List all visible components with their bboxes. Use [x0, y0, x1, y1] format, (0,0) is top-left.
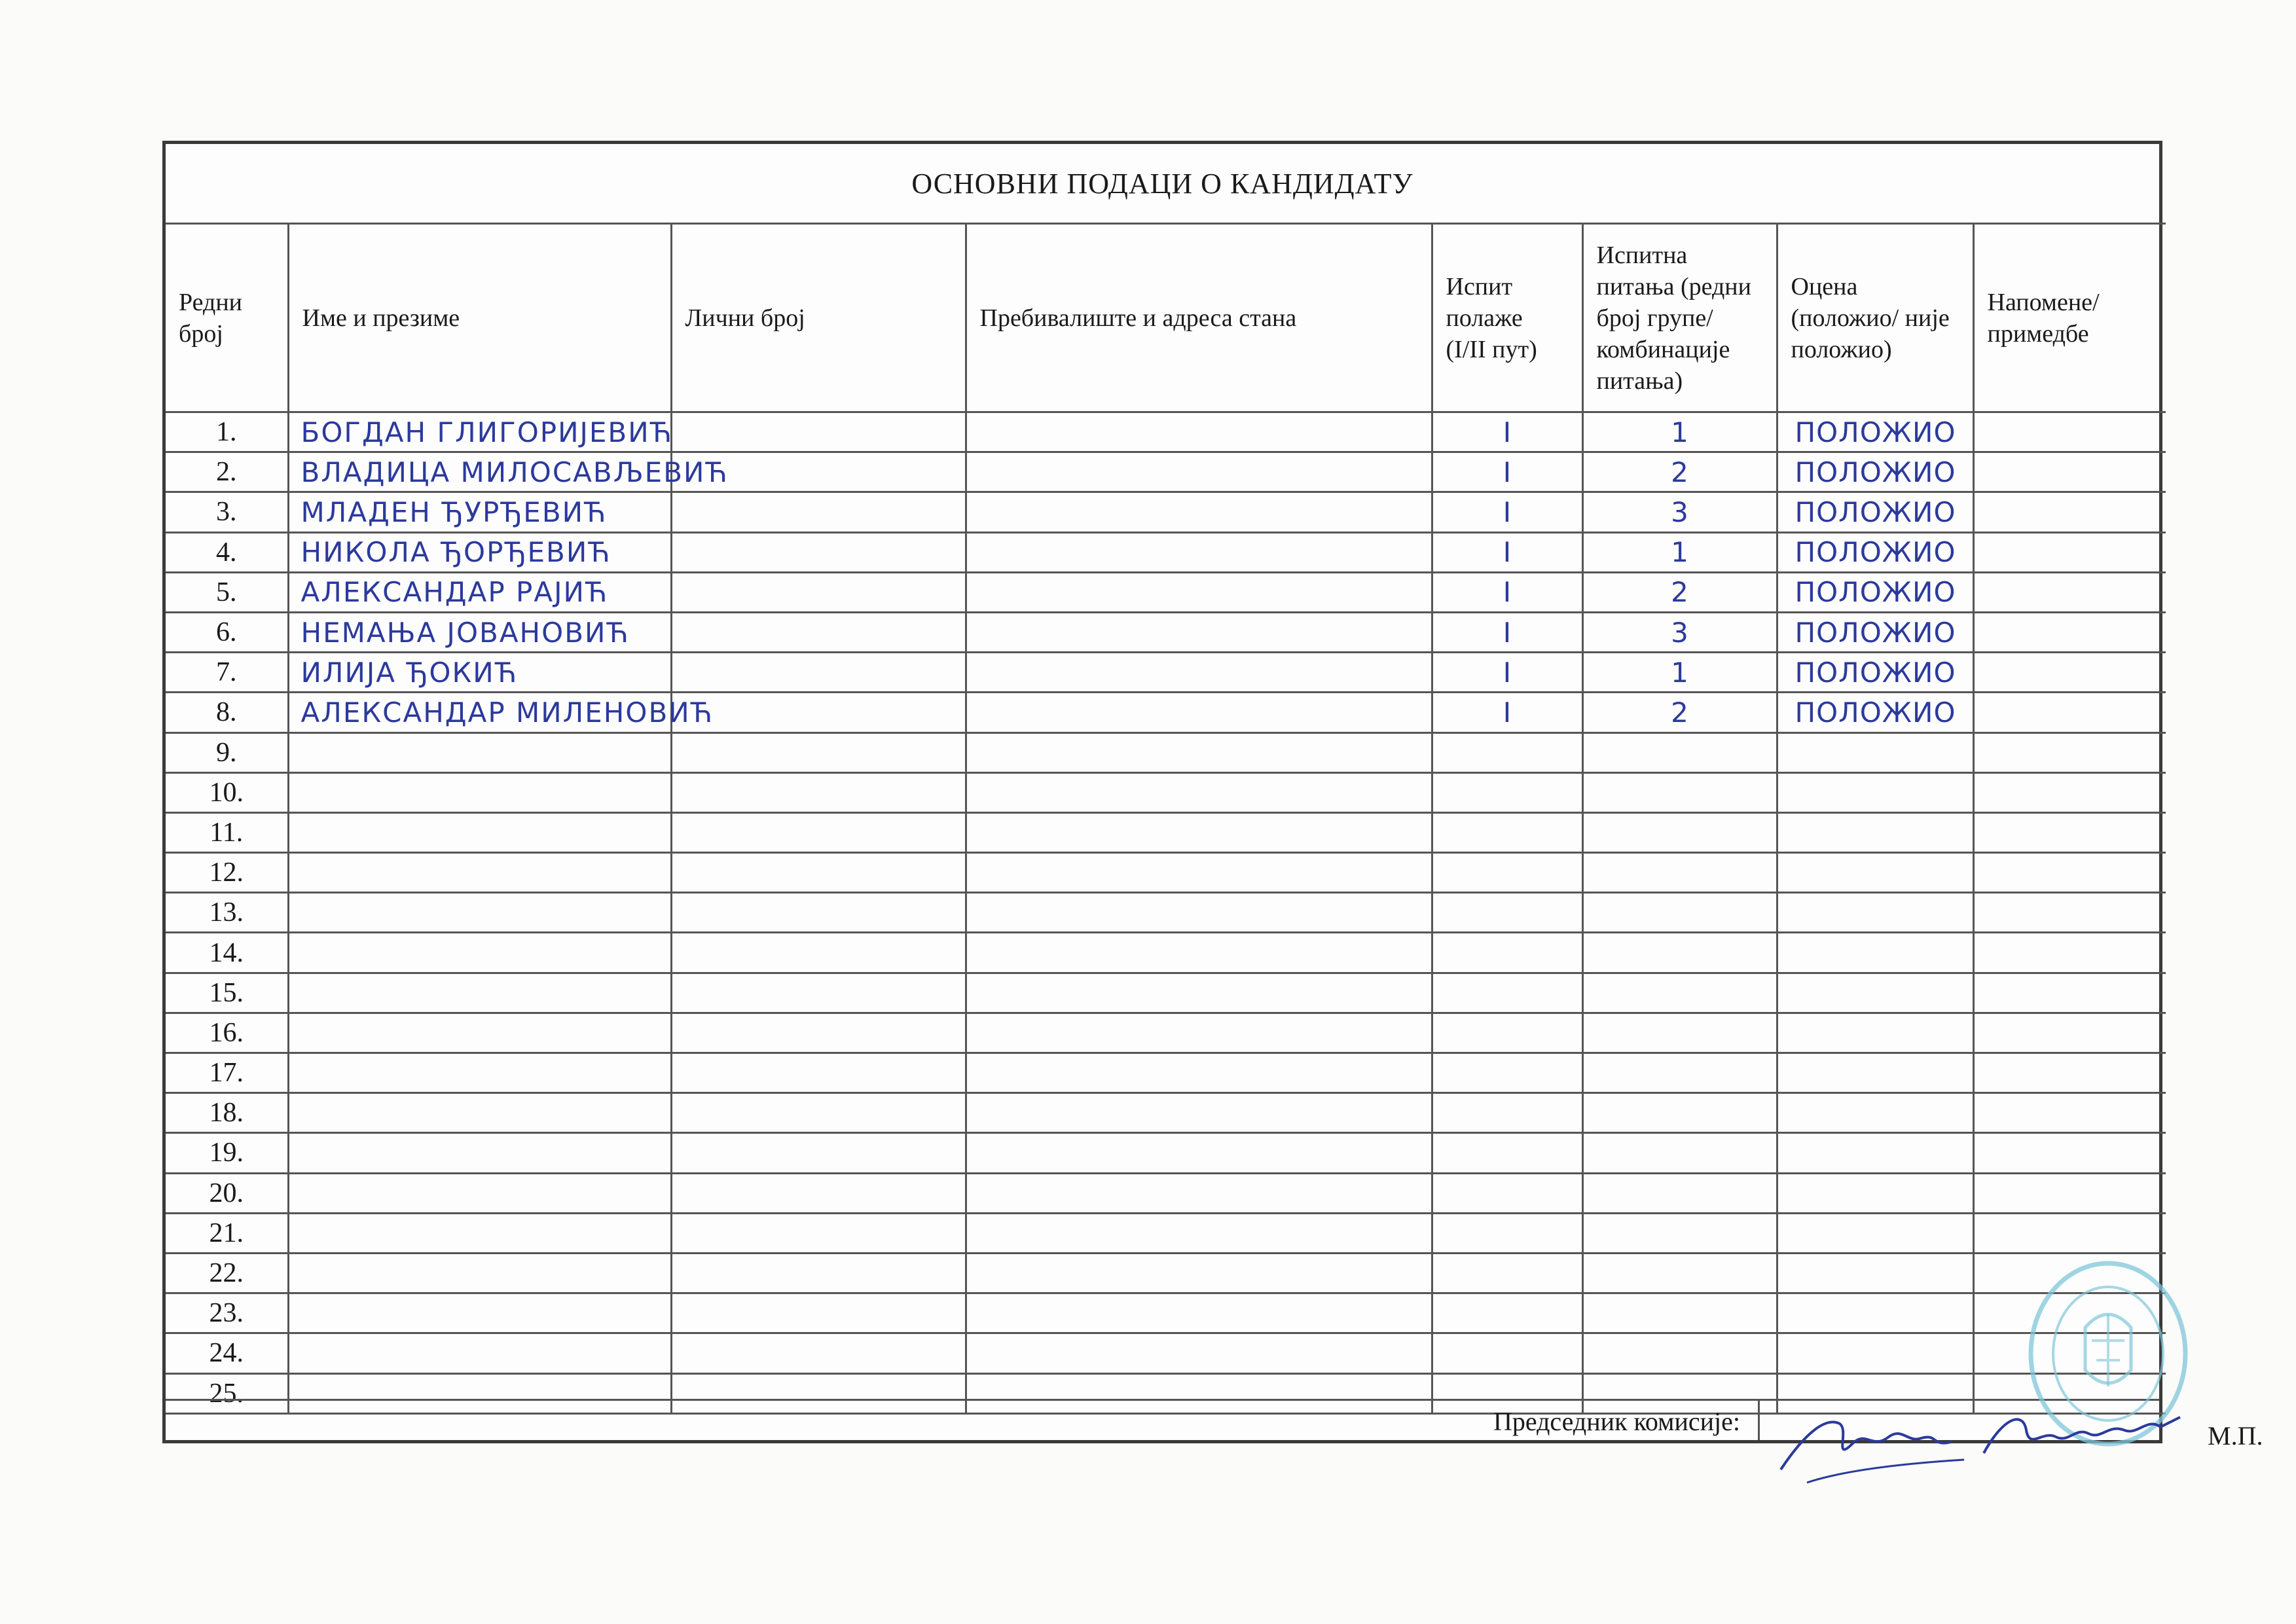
notes-cell [1973, 412, 2166, 452]
address-cell [966, 893, 1432, 933]
candidate-name-cell [288, 1253, 671, 1293]
row-number-cell: 10. [166, 772, 288, 812]
question-group-cell: 3 [1582, 612, 1777, 652]
table-row [166, 1013, 2166, 1053]
attempt-cell: I [1432, 653, 1582, 693]
table-row [166, 732, 2166, 772]
candidates-table [166, 223, 2166, 1415]
grade-cell [1777, 1013, 1973, 1053]
row-number-cell: 2. [166, 452, 288, 492]
notes-cell [1973, 732, 2166, 772]
row-number-cell: 7. [166, 653, 288, 693]
address-cell [966, 1253, 1432, 1293]
grade-cell [1777, 1133, 1973, 1173]
attempt-cell [1432, 1293, 1582, 1333]
candidate-name-cell [288, 853, 671, 893]
attempt-cell [1432, 1133, 1582, 1173]
address-cell [966, 412, 1432, 452]
table-row [166, 853, 2166, 893]
attempt-cell [1432, 1093, 1582, 1133]
candidate-name-cell [288, 933, 671, 973]
candidate-name-cell [288, 1013, 671, 1053]
address-cell [966, 612, 1432, 652]
row-number-cell: 16. [166, 1013, 288, 1053]
grade-cell [1777, 933, 1973, 973]
col-header-address: Пребивалиште и адреса стана [966, 224, 1432, 412]
row-number-cell: 15. [166, 973, 288, 1013]
grade-cell: ПОЛОЖИО [1777, 612, 1973, 652]
question-group-cell: 1 [1582, 532, 1777, 572]
personal-id-cell [671, 1213, 966, 1253]
table-row [166, 1053, 2166, 1093]
table-row [166, 693, 2166, 732]
table-row [166, 812, 2166, 852]
candidate-name-cell [288, 1213, 671, 1253]
question-group-cell [1582, 1133, 1777, 1173]
address-cell [966, 1293, 1432, 1333]
grade-cell [1777, 1173, 1973, 1213]
row-number-cell: 24. [166, 1333, 288, 1373]
table-row [166, 532, 2166, 572]
personal-id-cell [671, 772, 966, 812]
notes-cell [1973, 933, 2166, 973]
candidate-name-cell [288, 1093, 671, 1133]
table-row [166, 1253, 2166, 1293]
notes-cell [1973, 492, 2166, 532]
grade-cell: ПОЛОЖИО [1777, 532, 1973, 572]
candidate-name-cell [288, 1133, 671, 1173]
attempt-cell [1432, 1013, 1582, 1053]
attempt-cell [1432, 1053, 1582, 1093]
question-group-cell: 1 [1582, 412, 1777, 452]
attempt-cell [1432, 772, 1582, 812]
candidate-name-cell [288, 973, 671, 1013]
notes-cell [1973, 532, 2166, 572]
question-group-cell [1582, 973, 1777, 1013]
question-group-cell [1582, 933, 1777, 973]
address-cell [966, 933, 1432, 973]
attempt-cell [1432, 1333, 1582, 1373]
row-number-cell: 20. [166, 1173, 288, 1213]
col-header-notes: Напомене/ примедбе [1973, 224, 2166, 412]
row-number-cell: 13. [166, 893, 288, 933]
address-cell [966, 572, 1432, 612]
table-row [166, 1133, 2166, 1173]
address-cell [966, 1053, 1432, 1093]
notes-cell [1973, 812, 2166, 852]
grade-cell [1777, 893, 1973, 933]
personal-id-cell [671, 1173, 966, 1213]
question-group-cell: 2 [1582, 572, 1777, 612]
attempt-cell: I [1432, 532, 1582, 572]
address-cell [966, 732, 1432, 772]
notes-cell [1973, 693, 2166, 732]
address-cell [966, 452, 1432, 492]
notes-cell [1973, 853, 2166, 893]
attempt-cell [1432, 812, 1582, 852]
row-number-cell: 1. [166, 412, 288, 452]
row-number-cell: 3. [166, 492, 288, 532]
notes-cell [1973, 1013, 2166, 1053]
personal-id-cell [671, 1133, 966, 1173]
notes-cell [1973, 973, 2166, 1013]
attempt-cell: I [1432, 412, 1582, 452]
row-number-cell: 11. [166, 812, 288, 852]
form-title: ОСНОВНИ ПОДАЦИ О КАНДИДАТУ [166, 144, 2159, 225]
candidate-name-cell: ИЛИЈА ЂОКИЋ [288, 653, 671, 693]
personal-id-cell [671, 1253, 966, 1293]
attempt-cell [1432, 853, 1582, 893]
grade-cell: ПОЛОЖИО [1777, 653, 1973, 693]
attempt-cell [1432, 973, 1582, 1013]
personal-id-cell [671, 572, 966, 612]
notes-cell [1973, 1173, 2166, 1213]
personal-id-cell [671, 1013, 966, 1053]
table-row [166, 1173, 2166, 1213]
notes-cell [1973, 772, 2166, 812]
notes-cell [1973, 1213, 2166, 1253]
candidate-name-cell [288, 812, 671, 852]
grade-cell [1777, 732, 1973, 772]
attempt-cell: I [1432, 693, 1582, 732]
header-row [166, 224, 2166, 412]
chair-label: Председник комисије: [1493, 1407, 1740, 1436]
address-cell [966, 1333, 1432, 1373]
table-row [166, 893, 2166, 933]
row-number-cell: 21. [166, 1213, 288, 1253]
row-number-cell: 25. [166, 1373, 288, 1413]
grade-cell [1777, 1213, 1973, 1253]
col-header-no: Редни број [166, 224, 288, 412]
grade-cell: ПОЛОЖИО [1777, 412, 1973, 452]
personal-id-cell [671, 653, 966, 693]
address-cell [966, 973, 1432, 1013]
personal-id-cell [671, 492, 966, 532]
grade-cell: ПОЛОЖИО [1777, 452, 1973, 492]
candidate-name-cell [288, 893, 671, 933]
row-number-cell: 12. [166, 853, 288, 893]
question-group-cell [1582, 1053, 1777, 1093]
address-cell [966, 492, 1432, 532]
row-number-cell: 6. [166, 612, 288, 652]
notes-cell [1973, 893, 2166, 933]
personal-id-cell [671, 693, 966, 732]
table-row [166, 492, 2166, 532]
question-group-cell [1582, 732, 1777, 772]
grade-cell [1777, 1253, 1973, 1293]
question-group-cell [1582, 1333, 1777, 1373]
table-row [166, 933, 2166, 973]
question-group-cell [1582, 1213, 1777, 1253]
personal-id-cell [671, 812, 966, 852]
address-cell [966, 772, 1432, 812]
grade-cell [1777, 1293, 1973, 1333]
attempt-cell [1432, 1253, 1582, 1293]
candidate-name-cell: БОГДАН ГЛИГОРИЈЕВИЋ [288, 412, 671, 452]
candidate-name-cell [288, 1173, 671, 1213]
question-group-cell: 1 [1582, 653, 1777, 693]
address-cell [966, 1173, 1432, 1213]
table-row [166, 612, 2166, 652]
question-group-cell [1582, 772, 1777, 812]
table-row [166, 452, 2166, 492]
attempt-cell: I [1432, 452, 1582, 492]
candidate-name-cell: МЛАДЕН ЂУРЂЕВИЋ [288, 492, 671, 532]
attempt-cell: I [1432, 612, 1582, 652]
candidate-name-cell: НИКОЛА ЂОРЂЕВИЋ [288, 532, 671, 572]
personal-id-cell [671, 732, 966, 772]
col-header-attempt: Испит полаже (I/II пут) [1432, 224, 1582, 412]
candidate-name-cell: НЕМАЊА ЈОВАНОВИЋ [288, 612, 671, 652]
table-row [166, 1093, 2166, 1133]
grade-cell [1777, 1093, 1973, 1133]
address-cell [966, 1093, 1432, 1133]
notes-cell [1973, 653, 2166, 693]
grade-cell [1777, 973, 1973, 1013]
notes-cell [1973, 612, 2166, 652]
personal-id-cell [671, 933, 966, 973]
personal-id-cell [671, 853, 966, 893]
notes-cell [1973, 1053, 2166, 1093]
question-group-cell [1582, 812, 1777, 852]
notes-cell [1973, 572, 2166, 612]
candidate-name-cell [288, 732, 671, 772]
attempt-cell: I [1432, 492, 1582, 532]
question-group-cell [1582, 1293, 1777, 1333]
table-row [166, 772, 2166, 812]
notes-cell [1973, 1093, 2166, 1133]
footer-divider [1758, 1399, 1760, 1440]
question-group-cell: 2 [1582, 452, 1777, 492]
row-number-cell: 4. [166, 532, 288, 572]
table-row [166, 572, 2166, 612]
table-row [166, 412, 2166, 452]
table-row [166, 1213, 2166, 1253]
personal-id-cell [671, 893, 966, 933]
notes-cell [1973, 1133, 2166, 1173]
row-number-cell: 9. [166, 732, 288, 772]
attempt-cell: I [1432, 572, 1582, 612]
question-group-cell [1582, 1253, 1777, 1293]
col-header-questions: Испитна питања (редни број групе/ комбинације питања) [1582, 224, 1777, 412]
candidate-name-cell [288, 1293, 671, 1333]
question-group-cell: 3 [1582, 492, 1777, 532]
grade-cell: ПОЛОЖИО [1777, 572, 1973, 612]
grade-cell [1777, 1333, 1973, 1373]
question-group-cell [1582, 853, 1777, 893]
row-number-cell: 19. [166, 1133, 288, 1173]
grade-cell [1777, 772, 1973, 812]
table-row [166, 973, 2166, 1013]
question-group-cell [1582, 893, 1777, 933]
grade-cell [1777, 1053, 1973, 1093]
address-cell [966, 653, 1432, 693]
chair-signature [1768, 1391, 2200, 1489]
question-group-cell [1582, 1093, 1777, 1133]
address-cell [966, 532, 1432, 572]
row-number-cell: 5. [166, 572, 288, 612]
personal-id-cell [671, 1093, 966, 1133]
grade-cell [1777, 853, 1973, 893]
notes-cell [1973, 452, 2166, 492]
candidate-name-cell [288, 772, 671, 812]
candidate-name-cell: ВЛАДИЦА МИЛОСАВЉЕВИЋ [288, 452, 671, 492]
candidate-form [162, 141, 2162, 1443]
personal-id-cell [671, 1333, 966, 1373]
table-row [166, 1333, 2166, 1373]
personal-id-cell [671, 612, 966, 652]
address-cell [966, 853, 1432, 893]
grade-cell: ПОЛОЖИО [1777, 492, 1973, 532]
row-number-cell: 22. [166, 1253, 288, 1293]
table-row [166, 1293, 2166, 1333]
attempt-cell [1432, 732, 1582, 772]
grade-cell: ПОЛОЖИО [1777, 693, 1973, 732]
table-row [166, 653, 2166, 693]
question-group-cell [1582, 1013, 1777, 1053]
row-number-cell: 14. [166, 933, 288, 973]
attempt-cell [1432, 933, 1582, 973]
candidate-name-cell [288, 1053, 671, 1093]
personal-id-cell [671, 1053, 966, 1093]
address-cell [966, 812, 1432, 852]
row-number-cell: 17. [166, 1053, 288, 1093]
row-number-cell: 23. [166, 1293, 288, 1333]
row-number-cell: 18. [166, 1093, 288, 1133]
address-cell [966, 1213, 1432, 1253]
question-group-cell [1582, 1173, 1777, 1213]
personal-id-cell [671, 973, 966, 1013]
personal-id-cell [671, 532, 966, 572]
address-cell [966, 1133, 1432, 1173]
row-number-cell: 8. [166, 693, 288, 732]
attempt-cell [1432, 1173, 1582, 1213]
col-header-name: Име и презиме [288, 224, 671, 412]
candidate-name-cell: АЛЕКСАНДАР РАЈИЋ [288, 572, 671, 612]
attempt-cell [1432, 893, 1582, 933]
col-header-grade: Оцена (положио/ није положио) [1777, 224, 1973, 412]
address-cell [966, 1013, 1432, 1053]
personal-id-cell [671, 1293, 966, 1333]
col-header-id: Лични број [671, 224, 966, 412]
grade-cell [1777, 812, 1973, 852]
stamp-mark-label: М.П. [2208, 1421, 2263, 1451]
address-cell [966, 693, 1432, 732]
candidate-name-cell: АЛЕКСАНДАР МИЛЕНОВИЋ [288, 693, 671, 732]
personal-id-cell [671, 412, 966, 452]
candidate-name-cell [288, 1333, 671, 1373]
question-group-cell: 2 [1582, 693, 1777, 732]
attempt-cell [1432, 1213, 1582, 1253]
